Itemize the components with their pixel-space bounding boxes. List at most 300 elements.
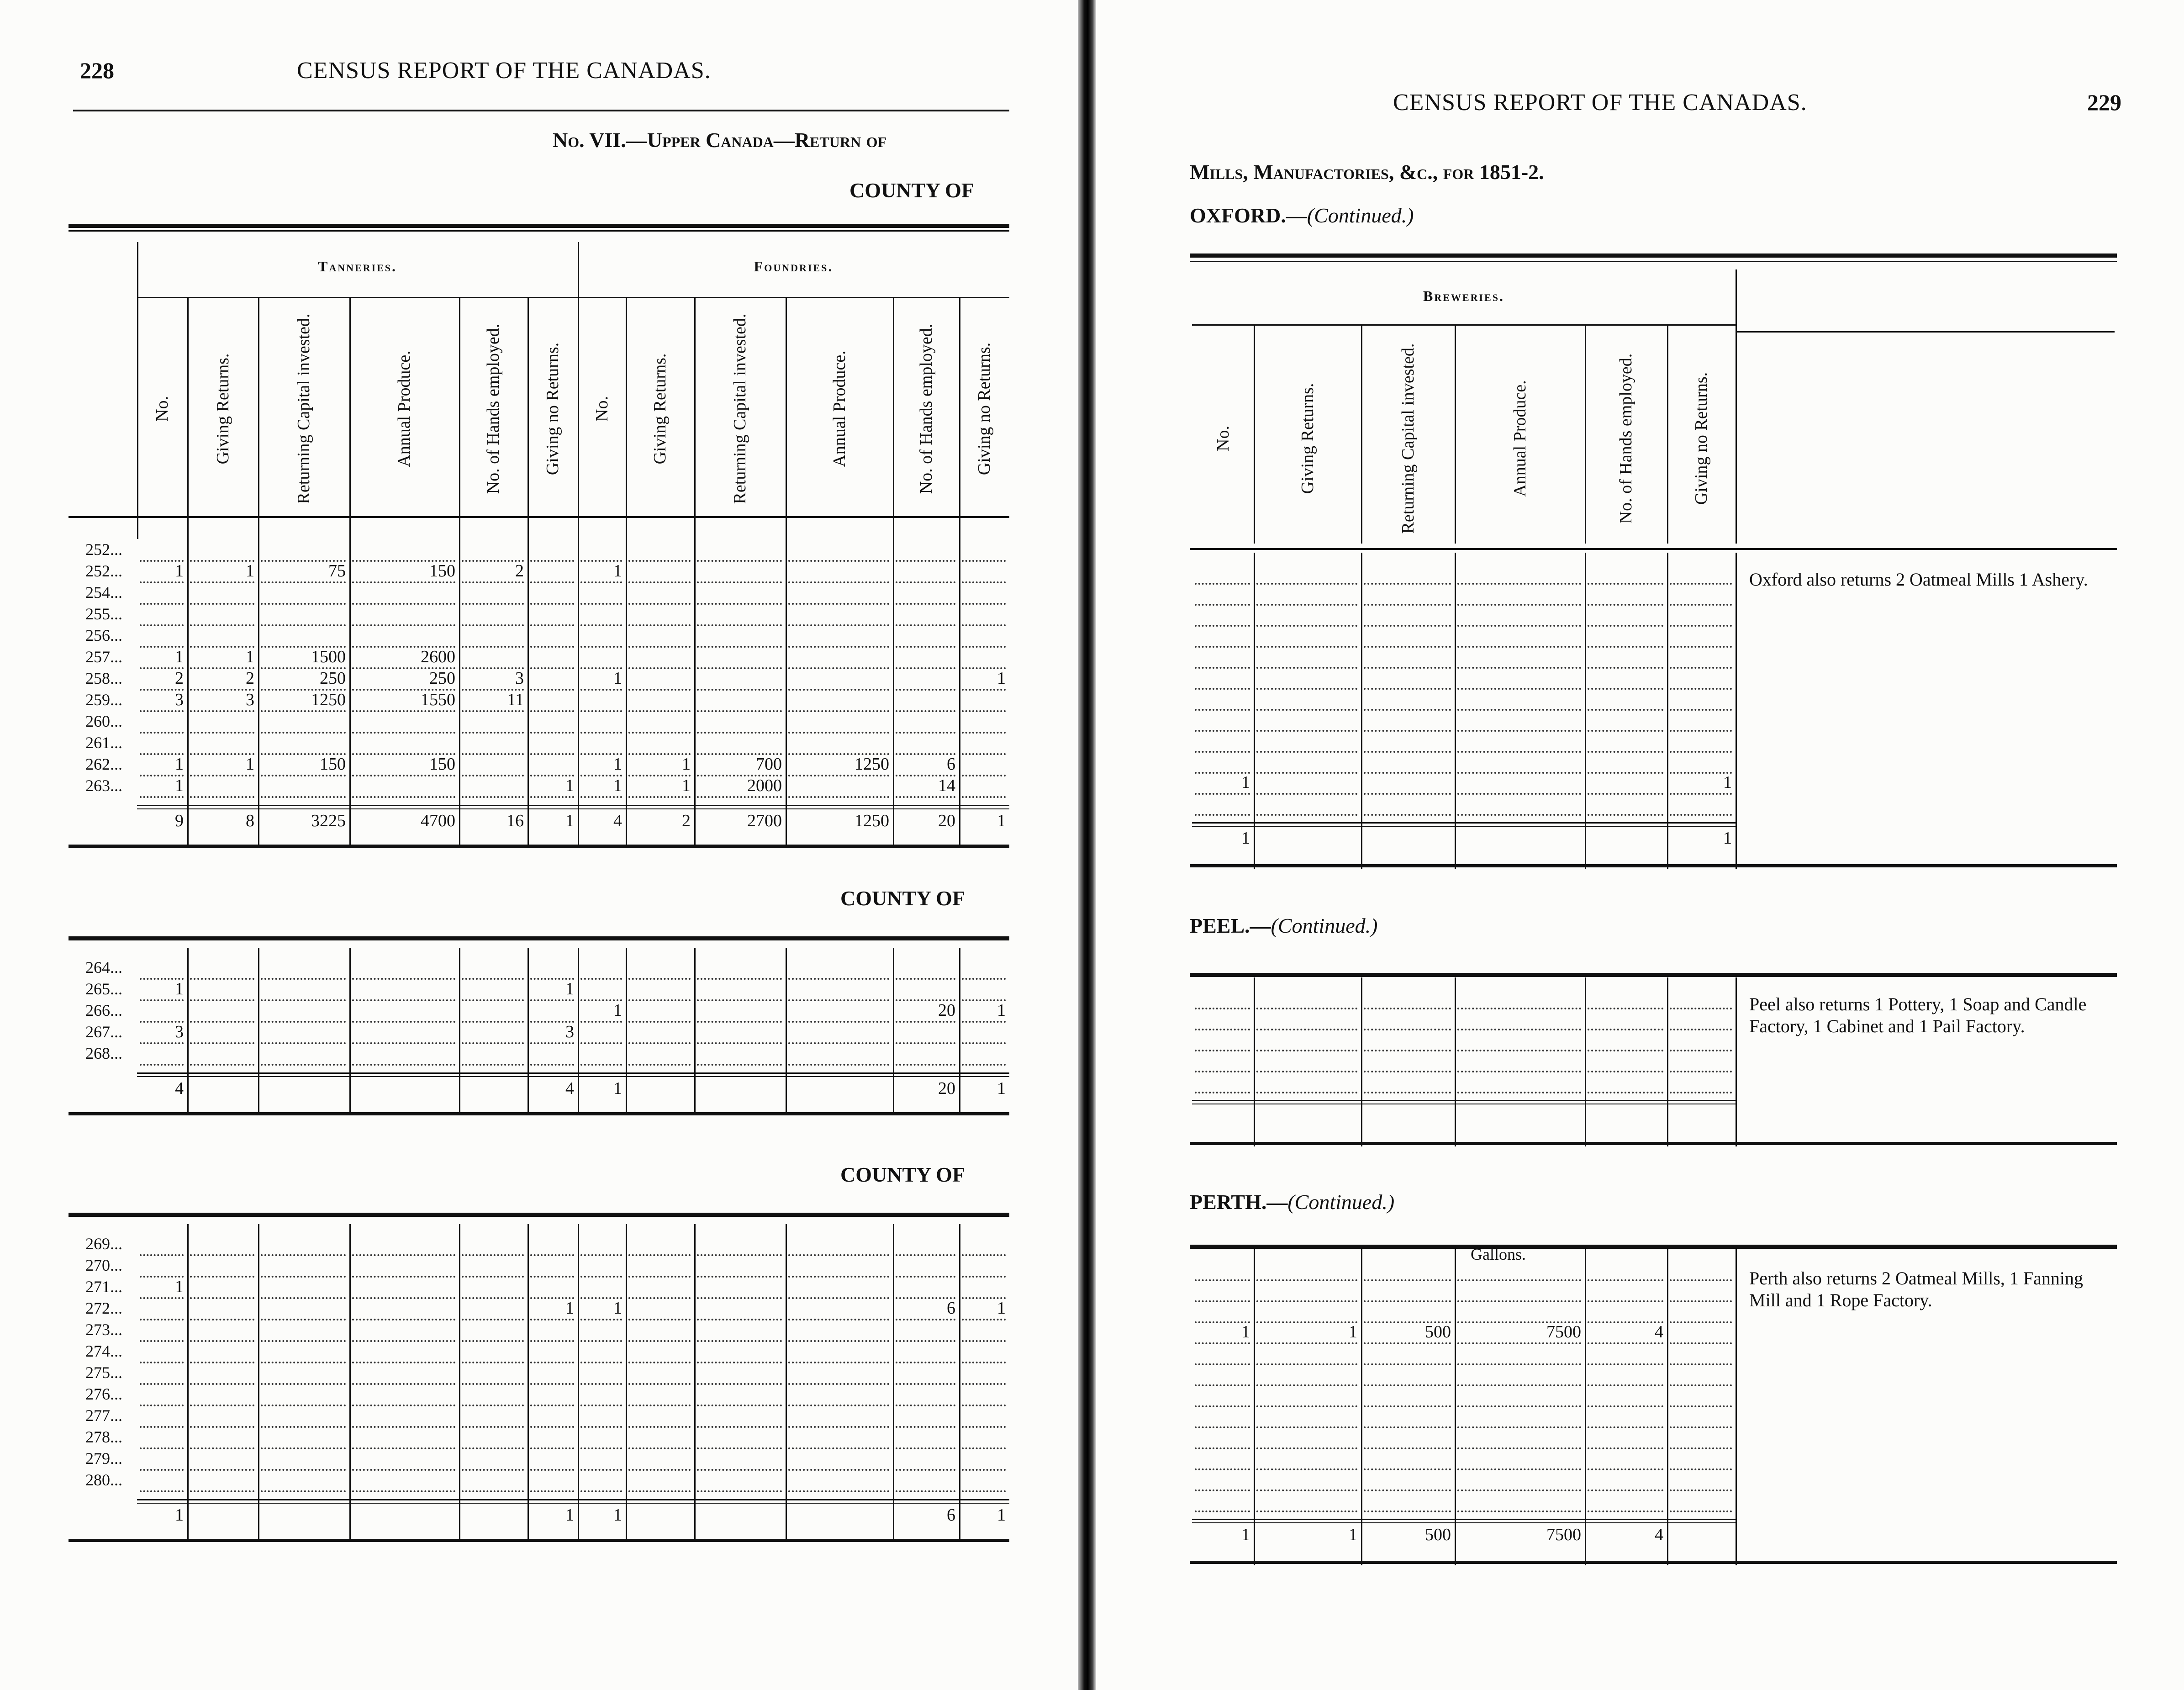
table-cell [462,646,524,669]
total-cell: 1 [175,1505,184,1525]
table-cell [1195,1468,1250,1491]
table-cell [1670,1050,1732,1072]
column-rule [1361,1249,1362,1565]
table-cell [1364,987,1451,1009]
table-cell [1256,646,1357,669]
table-cell: 3 [462,668,524,691]
table-cell [1670,709,1732,732]
row-number: 262... [85,755,122,773]
total-cell: 1 [1241,829,1250,848]
table-cell [352,711,455,734]
column-rule [349,1224,351,1541]
total-cell: 500 [1425,1525,1451,1544]
row-number: 256... [85,626,122,644]
table-cell [261,625,346,648]
total-cell [1457,828,1581,849]
column-rule [694,297,696,539]
table-cell [580,1276,622,1299]
table-cell [530,1233,574,1256]
table-cell: 1250 [788,754,889,776]
table-cell [530,1426,574,1449]
table-cell [962,1448,1006,1471]
table-cell [1588,1300,1663,1323]
table-cell [1457,1426,1581,1449]
table-cell: 3 [190,689,254,712]
table-cell [190,1405,254,1428]
table-cell [140,603,184,626]
table-cell: 150 [261,754,346,776]
table-cell [1364,730,1451,753]
table-cell [462,582,524,605]
group-rule [137,297,1009,298]
table-cell [1457,772,1581,795]
table-cell [628,711,691,734]
table-cell [1588,1489,1663,1512]
table-cell [1457,1050,1581,1072]
table-cell [190,775,254,798]
table-cell [352,1276,455,1299]
totals-rule [137,1499,1009,1500]
column-header: Returning Capital invested. [730,313,749,504]
table-cell: 1 [580,560,622,583]
table-cell [628,560,691,583]
table-cell [530,625,574,648]
table-cell [962,1469,1006,1492]
table-cell [190,1384,254,1406]
table-cell [261,1298,346,1320]
column-header: No. [153,396,172,422]
totals-rule [1192,822,1736,824]
table-cell: 1 [530,978,574,1001]
county-top-rule [69,224,1009,228]
table-cell [462,1233,524,1256]
table-cell [962,1362,1006,1385]
table-cell [896,646,955,669]
table-cell [1364,772,1451,795]
table-cell [628,1233,691,1256]
total-cell: 4 [1655,1525,1663,1544]
column-rule [1585,977,1586,1146]
table-cell [1588,562,1663,585]
column-rule [1455,324,1456,544]
table-cell [140,711,184,734]
section-top-rule [1190,1245,2117,1249]
table-cell [1670,987,1732,1009]
page-number: 228 [80,58,114,83]
column-rule [137,242,138,539]
table-cell [1364,1071,1451,1093]
table-cell [1195,1489,1250,1512]
table-cell [140,1319,184,1342]
table-cell: 1 [580,1298,622,1320]
table-cell [190,1021,254,1044]
total-cell [1256,1105,1357,1126]
table-cell [1457,1405,1581,1428]
table-cell [1364,1008,1451,1030]
table-cell [352,1021,455,1044]
column-header: Giving Returns. [1298,383,1317,494]
table-cell [462,539,524,562]
table-cell [962,1043,1006,1066]
total-cell: 7500 [1546,1525,1581,1544]
table-cell [1256,562,1357,585]
table-cell [580,1362,622,1385]
table-cell [1457,1447,1581,1470]
table-cell [1364,688,1451,711]
table-cell [1670,688,1732,711]
table-cell: 1 [628,754,691,776]
table-cell [462,1000,524,1023]
table-cell [1588,987,1663,1009]
table-cell [962,625,1006,648]
total-cell: 1 [1723,829,1732,848]
total-cell: 1 [1349,1525,1357,1544]
column-rule [578,242,579,539]
table-cell [1588,1468,1663,1491]
row-number: 257... [85,648,122,666]
table-cell [697,1384,782,1406]
table-cell [462,1255,524,1278]
column-rule [893,297,894,539]
table-cell [1195,646,1250,669]
column-rule [694,530,696,847]
row-number: 266... [85,1001,122,1019]
column-rule [626,297,627,539]
table-cell: 1250 [261,689,346,712]
table-cell [628,668,691,691]
table-cell [1457,751,1581,774]
total-cell [628,1078,691,1099]
table-cell [261,1341,346,1363]
table-cell [1364,709,1451,732]
table-cell [896,1043,955,1066]
total-cell [1588,1105,1663,1126]
table-cell [352,1362,455,1385]
table-cell [1588,646,1663,669]
table-cell: 1 [140,1276,184,1299]
page-number: 229 [2087,90,2121,115]
table-cell [962,539,1006,562]
table-cell [628,1448,691,1471]
section-top-thin-rule [1190,261,2117,262]
column-rule [1254,324,1255,544]
table-cell [1256,583,1357,606]
table-cell [962,603,1006,626]
table-cell [1195,1363,1250,1386]
table-cell [1457,1363,1581,1386]
table-cell [1195,1279,1250,1302]
column-header: Giving Returns. [213,353,232,465]
table-cell [352,582,455,605]
table-cell [1256,709,1357,732]
right-page [1096,0,2184,1690]
column-rule [578,1224,579,1541]
table-cell [1195,1029,1250,1051]
total-cell: 1 [613,1505,622,1525]
table-cell [462,1043,524,1066]
table-cell [1457,1384,1581,1407]
table-cell [1195,667,1250,690]
table-cell [1588,1279,1663,1302]
table-cell [1256,751,1357,774]
row-number: 255... [85,605,122,623]
total-cell [1364,1105,1451,1126]
table-cell [628,582,691,605]
column-rule [1736,269,1737,544]
row-number: 278... [85,1428,122,1446]
section-heading-continued: (Continued.) [1271,914,1378,937]
county-bottom-rule [69,845,1009,848]
table-cell [1457,1258,1581,1281]
table-cell [462,1021,524,1044]
column-rule [1361,977,1362,1146]
row-number: 260... [85,712,122,730]
table-cell [1364,1050,1451,1072]
table-cell: 1550 [352,689,455,712]
column-rule [959,297,960,539]
table-cell [788,1448,889,1471]
table-cell [896,978,955,1001]
table-cell [462,603,524,626]
table-cell [462,1469,524,1492]
column-rule [578,530,579,847]
county-top-rule [69,936,1009,940]
row-number: 258... [85,669,122,687]
table-cell [697,1298,782,1320]
table-cell [788,1384,889,1406]
table-cell [697,689,782,712]
table-cell [140,1341,184,1363]
county-top-rule [69,1213,1009,1217]
table-cell [530,1043,574,1066]
table-cell [788,582,889,605]
column-rule [528,297,529,539]
table-cell: 7500 [1457,1321,1581,1344]
county-heading: COUNTY OF [840,887,965,910]
section-heading: PERTH.—(Continued.) [1190,1190,1395,1214]
table-cell [462,711,524,734]
table-cell [697,539,782,562]
table-cell [261,1405,346,1428]
table-cell [628,1000,691,1023]
table-cell [190,957,254,980]
table-cell [190,1043,254,1066]
table-cell [896,1233,955,1256]
column-header: No. of Hands employed. [916,323,936,494]
table-cell [962,1255,1006,1278]
table-cell [697,625,782,648]
table-cell [1195,1008,1250,1030]
table-cell [788,646,889,669]
table-cell [962,957,1006,980]
table-cell: 3 [140,1021,184,1044]
totals-rule [1192,1522,1736,1523]
table-cell [1588,1426,1663,1449]
table-cell [962,1233,1006,1256]
table-cell [697,1255,782,1278]
table-cell [1457,793,1581,816]
table-cell [628,1298,691,1320]
column-rule [528,530,529,847]
table-cell [530,539,574,562]
table-cell [896,689,955,712]
table-cell [788,1255,889,1278]
table-cell [1457,583,1581,606]
table-cell [580,732,622,755]
column-rule [258,1224,259,1541]
table-cell [140,1255,184,1278]
table-cell [530,1341,574,1363]
table-cell [530,1469,574,1492]
table-cell [190,539,254,562]
table-cell [788,1319,889,1342]
table-cell [190,711,254,734]
total-cell: 1 [565,811,574,830]
table-cell [1588,604,1663,627]
table-cell [261,1448,346,1471]
table-cell [1670,1426,1732,1449]
table-cell [896,539,955,562]
row-number: 277... [85,1406,122,1425]
table-cell [697,957,782,980]
table-cell [1588,1071,1663,1093]
table-cell [962,646,1006,669]
section-heading-continued: (Continued.) [1287,1190,1395,1214]
column-rule [528,1224,529,1541]
table-cell: 1 [1670,772,1732,795]
table-cell [788,732,889,755]
table-cell [896,1469,955,1492]
table-cell [580,646,622,669]
table-cell: 2 [140,668,184,691]
table-cell [788,625,889,648]
table-cell [896,582,955,605]
total-cell: 9 [175,811,184,830]
table-cell: 1 [580,775,622,798]
table-cell [1256,1071,1357,1093]
total-cell [1364,828,1451,849]
header-rule [73,110,1009,111]
unit-label: Gallons. [1471,1245,1526,1263]
table-cell [697,1233,782,1256]
table-cell [140,1043,184,1066]
table-cell [788,603,889,626]
column-rule [459,297,460,539]
table-cell [1588,583,1663,606]
table-cell [697,1362,782,1385]
table-cell [1670,583,1732,606]
section-heading: OXFORD.—(Continued.) [1190,204,1414,227]
table-cell [962,1405,1006,1428]
row-number: 263... [85,776,122,795]
row-number: 276... [85,1385,122,1403]
table-cell [1588,1405,1663,1428]
table-cell [530,646,574,669]
table-cell [1670,1363,1732,1386]
table-cell [1256,1342,1357,1365]
table-cell [788,711,889,734]
table-cell [697,1426,782,1449]
table-cell [1670,1008,1732,1030]
table-cell [962,711,1006,734]
total-cell: 8 [246,811,254,830]
column-rule [349,948,351,1114]
table-cell: 500 [1364,1321,1451,1344]
table-cell [628,1341,691,1363]
column-rule [528,948,529,1114]
total-cell: 3225 [311,811,346,830]
table-cell: 2600 [352,646,455,669]
column-rule [1455,977,1456,1146]
table-cell [697,560,782,583]
table-cell [530,603,574,626]
table-cell [1195,625,1250,648]
table-cell [1256,1426,1357,1449]
table-cell [788,1043,889,1066]
table-cell [1670,646,1732,669]
table-cell [1457,709,1581,732]
table-cell [352,1043,455,1066]
column-rule [1254,977,1255,1146]
table-cell [580,1405,622,1428]
table-cell [1195,1426,1250,1449]
table-cell [140,1362,184,1385]
county-bottom-rule [69,1539,1009,1542]
table-cell [580,957,622,980]
column-rule [959,948,960,1114]
table-cell [530,1362,574,1385]
table-cell [1256,1029,1357,1051]
table-cell: 150 [352,560,455,583]
county-top-thin-rule [69,230,1009,232]
table-cell [1256,772,1357,795]
column-rule [1254,553,1255,869]
column-rule [626,1224,627,1541]
table-cell [1256,688,1357,711]
table-cell [352,957,455,980]
table-cell [962,689,1006,712]
section-bottom-rule [1190,1561,2117,1564]
table-cell [1364,1384,1451,1407]
table-cell [896,1021,955,1044]
table-cell: 1 [140,646,184,669]
table-cell [1256,1050,1357,1072]
table-cell [1195,1300,1250,1323]
total-cell: 1 [613,1079,622,1098]
table-cell [1195,1384,1250,1407]
table-cell [1457,1468,1581,1491]
table-cell [1457,1008,1581,1030]
table-cell: 1 [530,1298,574,1320]
column-rule [258,948,259,1114]
table-cell [530,1276,574,1299]
table-cell [628,603,691,626]
table-cell [261,775,346,798]
section-top-rule [1190,973,2117,977]
table-cell: 700 [697,754,782,776]
table-cell [1364,1258,1451,1281]
table-cell [1256,1300,1357,1323]
totals-rule [137,805,1009,806]
table-cell [1364,793,1451,816]
table-cell [896,603,955,626]
table-cell [896,625,955,648]
table-cell [628,732,691,755]
total-cell [190,1078,254,1099]
table-cell [1588,1008,1663,1030]
table-cell [462,1319,524,1342]
total-cell: 4 [175,1079,184,1098]
